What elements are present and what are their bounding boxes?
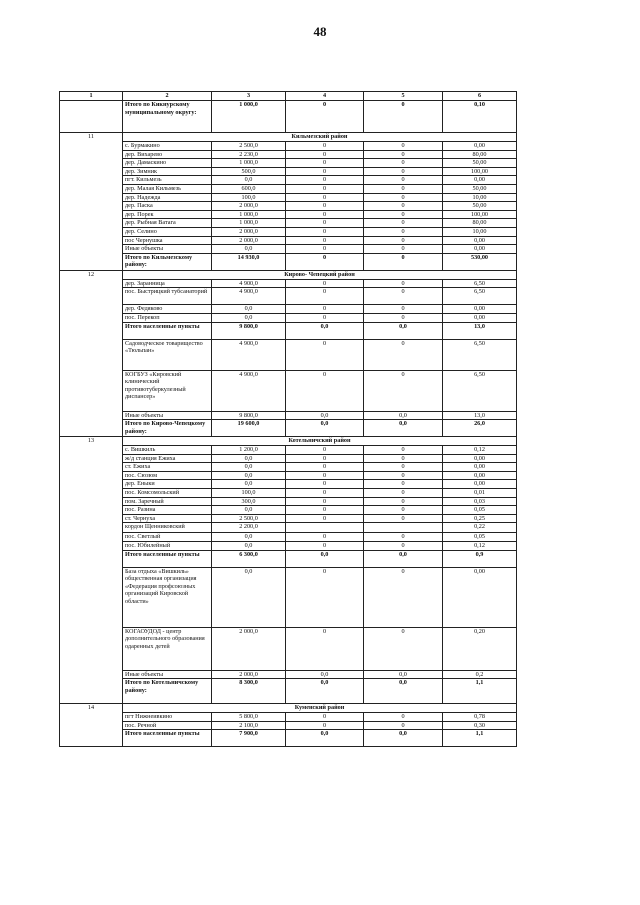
cell-col6: 0,00	[443, 454, 517, 463]
cell-col6: 0,00	[443, 480, 517, 489]
row-name: дер. Еныки	[123, 480, 212, 489]
cell-col6: 26,0	[443, 420, 517, 437]
row-name: Итого по Котельничскому району:	[123, 679, 212, 704]
row-name: с. Вишкиль	[123, 446, 212, 455]
cell-col5: 0	[364, 167, 443, 176]
cell-col5: 0	[364, 446, 443, 455]
cell-col6: 0,2	[443, 670, 517, 679]
cell-col5: 0	[364, 721, 443, 730]
column-header-row	[60, 92, 517, 101]
column-header: 1	[60, 92, 123, 101]
total-row	[60, 550, 517, 567]
cell-col3: 2 500,0	[212, 514, 286, 523]
cell-col3: 2 000,0	[212, 236, 286, 245]
row-name: пос Чернушка	[123, 236, 212, 245]
cell-col5: 0	[364, 305, 443, 314]
row-name: пос. Юбилейный	[123, 542, 212, 551]
cell-col3: 1 000,0	[212, 210, 286, 219]
cell-col3: 600,0	[212, 184, 286, 193]
row-name: Итого населенные пункты	[123, 550, 212, 567]
cell-col6: 80,00	[443, 150, 517, 159]
cell-col4: 0	[286, 167, 364, 176]
table-row	[60, 454, 517, 463]
cell-col3: 1 200,0	[212, 446, 286, 455]
cell-col6: 0,10	[443, 101, 517, 133]
row-name: кордон Щенниковский	[123, 523, 212, 533]
table-row	[60, 463, 517, 472]
cell-col4: 0,0	[286, 322, 364, 339]
cell-col6: 1,1	[443, 679, 517, 704]
cell-col5: 0	[364, 176, 443, 185]
cell-col3: 2 100,0	[212, 721, 286, 730]
column-header: 2	[123, 92, 212, 101]
table-row	[60, 142, 517, 151]
cell-col3: 0,0	[212, 245, 286, 254]
data-table	[59, 91, 517, 747]
cell-col4: 0	[286, 480, 364, 489]
cell-col6: 0,12	[443, 542, 517, 551]
cell-col4: 0	[286, 533, 364, 542]
section-number: 13	[60, 437, 123, 704]
row-name: КОГБУЗ «Кировский клинический противотуберкулезный диспансер»	[123, 370, 212, 411]
cell-col3: 0,0	[212, 480, 286, 489]
cell-col6: 0,05	[443, 506, 517, 515]
row-name: дер. Малая Кильмезь	[123, 184, 212, 193]
cell-col5: 0	[364, 514, 443, 523]
cell-col6: 50,00	[443, 159, 517, 168]
cell-col5: 0	[364, 497, 443, 506]
section-number	[60, 101, 123, 133]
cell-col5: 0	[364, 463, 443, 472]
table-row	[60, 184, 517, 193]
cell-col4: 0	[286, 471, 364, 480]
row-name: дер. Надежда	[123, 193, 212, 202]
cell-col3: 7 900,0	[212, 730, 286, 747]
cell-col4: 0,0	[286, 730, 364, 747]
cell-col5: 0	[364, 279, 443, 288]
cell-col5: 0	[364, 542, 443, 551]
cell-col5: 0	[364, 627, 443, 670]
cell-col6: 0,00	[443, 471, 517, 480]
cell-col5: 0	[364, 150, 443, 159]
total-row	[60, 322, 517, 339]
column-header: 6	[443, 92, 517, 101]
cell-col6: 6,50	[443, 279, 517, 288]
cell-col6: 0,01	[443, 489, 517, 498]
row-name: пос. Комсомольский	[123, 489, 212, 498]
table-row	[60, 533, 517, 542]
row-name: Итого по Кикнурскому муниципальному округу:	[123, 101, 212, 133]
page-number: 48	[313, 24, 327, 39]
table-row	[60, 313, 517, 322]
row-name: дер. Селино	[123, 227, 212, 236]
cell-col6: 50,00	[443, 202, 517, 211]
section-number: 14	[60, 704, 123, 747]
cell-col5: 0	[364, 713, 443, 722]
cell-col5: 0,0	[364, 730, 443, 747]
cell-col4: 0	[286, 202, 364, 211]
cell-col3: 2 000,0	[212, 202, 286, 211]
cell-col3: 4 900,0	[212, 288, 286, 305]
cell-col4: 0	[286, 142, 364, 151]
cell-col3: 2 200,0	[212, 523, 286, 533]
cell-col5: 0,0	[364, 550, 443, 567]
cell-col5: 0	[364, 245, 443, 254]
total-row	[60, 101, 517, 133]
cell-col5: 0	[364, 454, 443, 463]
cell-col4: 0	[286, 370, 364, 411]
cell-col3: 1 000,0	[212, 101, 286, 133]
cell-col3: 9 800,0	[212, 322, 286, 339]
cell-col4: 0	[286, 210, 364, 219]
row-name: дер. Заранница	[123, 279, 212, 288]
cell-col4: 0	[286, 463, 364, 472]
row-name: Итого по Кильмезскому району:	[123, 253, 212, 270]
cell-col3: 0,0	[212, 471, 286, 480]
cell-col3: 100,0	[212, 193, 286, 202]
cell-col6: 0,00	[443, 142, 517, 151]
table-row	[60, 210, 517, 219]
cell-col4: 0	[286, 288, 364, 305]
cell-col4: 0	[286, 279, 364, 288]
row-name: пгт Нижнеивкино	[123, 713, 212, 722]
cell-col3: 6 300,0	[212, 550, 286, 567]
cell-col4	[286, 523, 364, 533]
cell-col3: 0,0	[212, 542, 286, 551]
cell-col4: 0	[286, 506, 364, 515]
row-name: дер. Федяково	[123, 305, 212, 314]
table-row	[60, 202, 517, 211]
table-row	[60, 471, 517, 480]
district-header-row	[60, 704, 517, 713]
table-row	[60, 245, 517, 254]
cell-col4: 0	[286, 721, 364, 730]
cell-col6: 0,00	[443, 176, 517, 185]
table-row	[60, 288, 517, 305]
cell-col5: 0,0	[364, 420, 443, 437]
table-row	[60, 176, 517, 185]
cell-col6: 0,78	[443, 713, 517, 722]
cell-col4: 0,0	[286, 420, 364, 437]
cell-col4: 0,0	[286, 679, 364, 704]
cell-col4: 0	[286, 497, 364, 506]
district-name: Куменский район	[123, 704, 517, 713]
row-name: с. Бурмакино	[123, 142, 212, 151]
cell-col3: 8 300,0	[212, 679, 286, 704]
cell-col5: 0,0	[364, 670, 443, 679]
cell-col6: 0,05	[443, 533, 517, 542]
cell-col4: 0	[286, 101, 364, 133]
cell-col6: 1,1	[443, 730, 517, 747]
cell-col3: 2 230,0	[212, 150, 286, 159]
row-name: Итого населенные пункты	[123, 730, 212, 747]
row-name: пгт. Кильмезь	[123, 176, 212, 185]
cell-col6: 0,03	[443, 497, 517, 506]
cell-col6: 100,00	[443, 210, 517, 219]
cell-col5: 0	[364, 159, 443, 168]
cell-col3: 0,0	[212, 313, 286, 322]
cell-col6: 100,00	[443, 167, 517, 176]
table-row	[60, 514, 517, 523]
cell-col5: 0	[364, 219, 443, 228]
row-name: пом. Заречный	[123, 497, 212, 506]
cell-col4: 0	[286, 313, 364, 322]
cell-col5: 0	[364, 142, 443, 151]
cell-col5: 0	[364, 210, 443, 219]
cell-col3: 1 000,0	[212, 159, 286, 168]
cell-col4: 0	[286, 253, 364, 270]
cell-col3: 0,0	[212, 506, 286, 515]
row-name: дер. Паска	[123, 202, 212, 211]
table-row	[60, 339, 517, 370]
row-name: Иные объекты	[123, 411, 212, 420]
cell-col4: 0	[286, 514, 364, 523]
cell-col5: 0,0	[364, 411, 443, 420]
district-header-row	[60, 270, 517, 279]
cell-col3: 500,0	[212, 167, 286, 176]
cell-col5: 0	[364, 533, 443, 542]
cell-col3: 4 900,0	[212, 339, 286, 370]
total-row	[60, 730, 517, 747]
table-row	[60, 489, 517, 498]
total-row	[60, 420, 517, 437]
cell-col6: 6,50	[443, 288, 517, 305]
row-name: Садоводческое товарищество «Тюльпан»	[123, 339, 212, 370]
cell-col4: 0	[286, 184, 364, 193]
cell-col6: 10,00	[443, 193, 517, 202]
table-row	[60, 480, 517, 489]
cell-col4: 0	[286, 176, 364, 185]
table-row	[60, 567, 517, 627]
cell-col5: 0	[364, 313, 443, 322]
row-name: Иные объекты	[123, 245, 212, 254]
cell-col4: 0	[286, 489, 364, 498]
row-name: ст. Чернуха	[123, 514, 212, 523]
cell-col4: 0	[286, 193, 364, 202]
table-row	[60, 411, 517, 420]
cell-col4: 0	[286, 339, 364, 370]
cell-col5: 0,0	[364, 322, 443, 339]
table-row	[60, 167, 517, 176]
cell-col4: 0,0	[286, 670, 364, 679]
cell-col4: 0	[286, 454, 364, 463]
cell-col4: 0	[286, 159, 364, 168]
cell-col3: 1 000,0	[212, 219, 286, 228]
table-row	[60, 279, 517, 288]
cell-col4: 0	[286, 446, 364, 455]
cell-col4: 0	[286, 236, 364, 245]
total-row	[60, 253, 517, 270]
row-name: База отдыха «Вишкиль» общественная организация «Федерация профсоюзных организаций Кировской области»	[123, 567, 212, 627]
cell-col5: 0	[364, 202, 443, 211]
cell-col6: 0,00	[443, 245, 517, 254]
cell-col5: 0	[364, 506, 443, 515]
district-name: Котельничский район	[123, 437, 517, 446]
cell-col3: 0,0	[212, 463, 286, 472]
district-header-row	[60, 437, 517, 446]
row-name: Иные объекты	[123, 670, 212, 679]
row-name: Итого по Кирово-Чепецкому району:	[123, 420, 212, 437]
cell-col3: 2 000,0	[212, 670, 286, 679]
row-name: дер. Рыбная Ватага	[123, 219, 212, 228]
cell-col5: 0	[364, 567, 443, 627]
column-header: 4	[286, 92, 364, 101]
cell-col6: 6,50	[443, 339, 517, 370]
cell-col6: 0,30	[443, 721, 517, 730]
cell-col6: 0,00	[443, 305, 517, 314]
row-name: Итого населенные пункты	[123, 322, 212, 339]
row-name: пос. Речной	[123, 721, 212, 730]
cell-col5: 0	[364, 471, 443, 480]
cell-col6: 0,9	[443, 550, 517, 567]
table-row	[60, 627, 517, 670]
table-row	[60, 506, 517, 515]
section-number: 12	[60, 270, 123, 436]
cell-col3: 4 900,0	[212, 279, 286, 288]
table-row	[60, 670, 517, 679]
cell-col6: 80,00	[443, 219, 517, 228]
cell-col5: 0	[364, 288, 443, 305]
table-row	[60, 721, 517, 730]
row-name: КОГАОУДОД - центр дополнительного образования одаренных детей	[123, 627, 212, 670]
cell-col6: 50,00	[443, 184, 517, 193]
row-name: дер. Зимник	[123, 167, 212, 176]
cell-col3: 0,0	[212, 176, 286, 185]
cell-col3: 4 900,0	[212, 370, 286, 411]
row-name: пос. Светлый	[123, 533, 212, 542]
cell-col5: 0	[364, 193, 443, 202]
cell-col6: 530,00	[443, 253, 517, 270]
table-row	[60, 193, 517, 202]
cell-col3: 0,0	[212, 567, 286, 627]
cell-col3: 2 000,0	[212, 227, 286, 236]
row-name: пос. Быстрицкий тубсанаторий	[123, 288, 212, 305]
cell-col6: 0,25	[443, 514, 517, 523]
table-row	[60, 150, 517, 159]
table-row	[60, 497, 517, 506]
table-body	[60, 92, 517, 747]
cell-col6: 0,00	[443, 313, 517, 322]
cell-col5: 0	[364, 236, 443, 245]
district-header-row	[60, 133, 517, 142]
cell-col5: 0	[364, 253, 443, 270]
table-row	[60, 523, 517, 533]
table-row	[60, 370, 517, 411]
table-row	[60, 236, 517, 245]
cell-col4: 0	[286, 227, 364, 236]
cell-col3: 0,0	[212, 533, 286, 542]
cell-col4: 0	[286, 627, 364, 670]
cell-col6: 10,00	[443, 227, 517, 236]
cell-col4: 0	[286, 567, 364, 627]
table-row	[60, 305, 517, 314]
cell-col5: 0	[364, 339, 443, 370]
district-name: Кильмезский район	[123, 133, 517, 142]
cell-col3: 9 800,0	[212, 411, 286, 420]
cell-col6: 0,00	[443, 236, 517, 245]
cell-col6: 0,20	[443, 627, 517, 670]
cell-col4: 0,0	[286, 550, 364, 567]
cell-col5	[364, 523, 443, 533]
cell-col4: 0,0	[286, 411, 364, 420]
row-name: пос. Перекоп	[123, 313, 212, 322]
cell-col6: 0,22	[443, 523, 517, 533]
cell-col3: 5 800,0	[212, 713, 286, 722]
cell-col4: 0	[286, 713, 364, 722]
cell-col3: 0,0	[212, 305, 286, 314]
cell-col4: 0	[286, 542, 364, 551]
cell-col5: 0	[364, 184, 443, 193]
cell-col5: 0	[364, 489, 443, 498]
cell-col6: 13,0	[443, 411, 517, 420]
cell-col3: 19 600,0	[212, 420, 286, 437]
cell-col5: 0,0	[364, 679, 443, 704]
row-name: дер. Вихарево	[123, 150, 212, 159]
row-name: ж/д станция Ежиха	[123, 454, 212, 463]
cell-col3: 14 930,0	[212, 253, 286, 270]
cell-col4: 0	[286, 150, 364, 159]
cell-col6: 6,50	[443, 370, 517, 411]
cell-col5: 0	[364, 370, 443, 411]
cell-col3: 300,0	[212, 497, 286, 506]
cell-col6: 0,12	[443, 446, 517, 455]
table-row	[60, 542, 517, 551]
cell-col4: 0	[286, 245, 364, 254]
cell-col3: 100,0	[212, 489, 286, 498]
table-row	[60, 713, 517, 722]
table-row	[60, 159, 517, 168]
district-name: Кирово- Чепецкий район	[123, 270, 517, 279]
row-name: дер. Дамаскино	[123, 159, 212, 168]
column-header: 5	[364, 92, 443, 101]
row-name: пос. Сюзюм	[123, 471, 212, 480]
cell-col6: 0,00	[443, 463, 517, 472]
row-name: дер. Порек	[123, 210, 212, 219]
cell-col6: 13,0	[443, 322, 517, 339]
cell-col4: 0	[286, 219, 364, 228]
cell-col5: 0	[364, 480, 443, 489]
table-row	[60, 227, 517, 236]
table-row	[60, 219, 517, 228]
row-name: ст. Ежиха	[123, 463, 212, 472]
section-number: 11	[60, 133, 123, 271]
column-header: 3	[212, 92, 286, 101]
cell-col3: 0,0	[212, 454, 286, 463]
cell-col3: 2 500,0	[212, 142, 286, 151]
cell-col3: 2 000,0	[212, 627, 286, 670]
row-name: пос. Разина	[123, 506, 212, 515]
cell-col5: 0	[364, 227, 443, 236]
table-row	[60, 446, 517, 455]
cell-col6: 0,00	[443, 567, 517, 627]
cell-col4: 0	[286, 305, 364, 314]
total-row	[60, 679, 517, 704]
cell-col5: 0	[364, 101, 443, 133]
